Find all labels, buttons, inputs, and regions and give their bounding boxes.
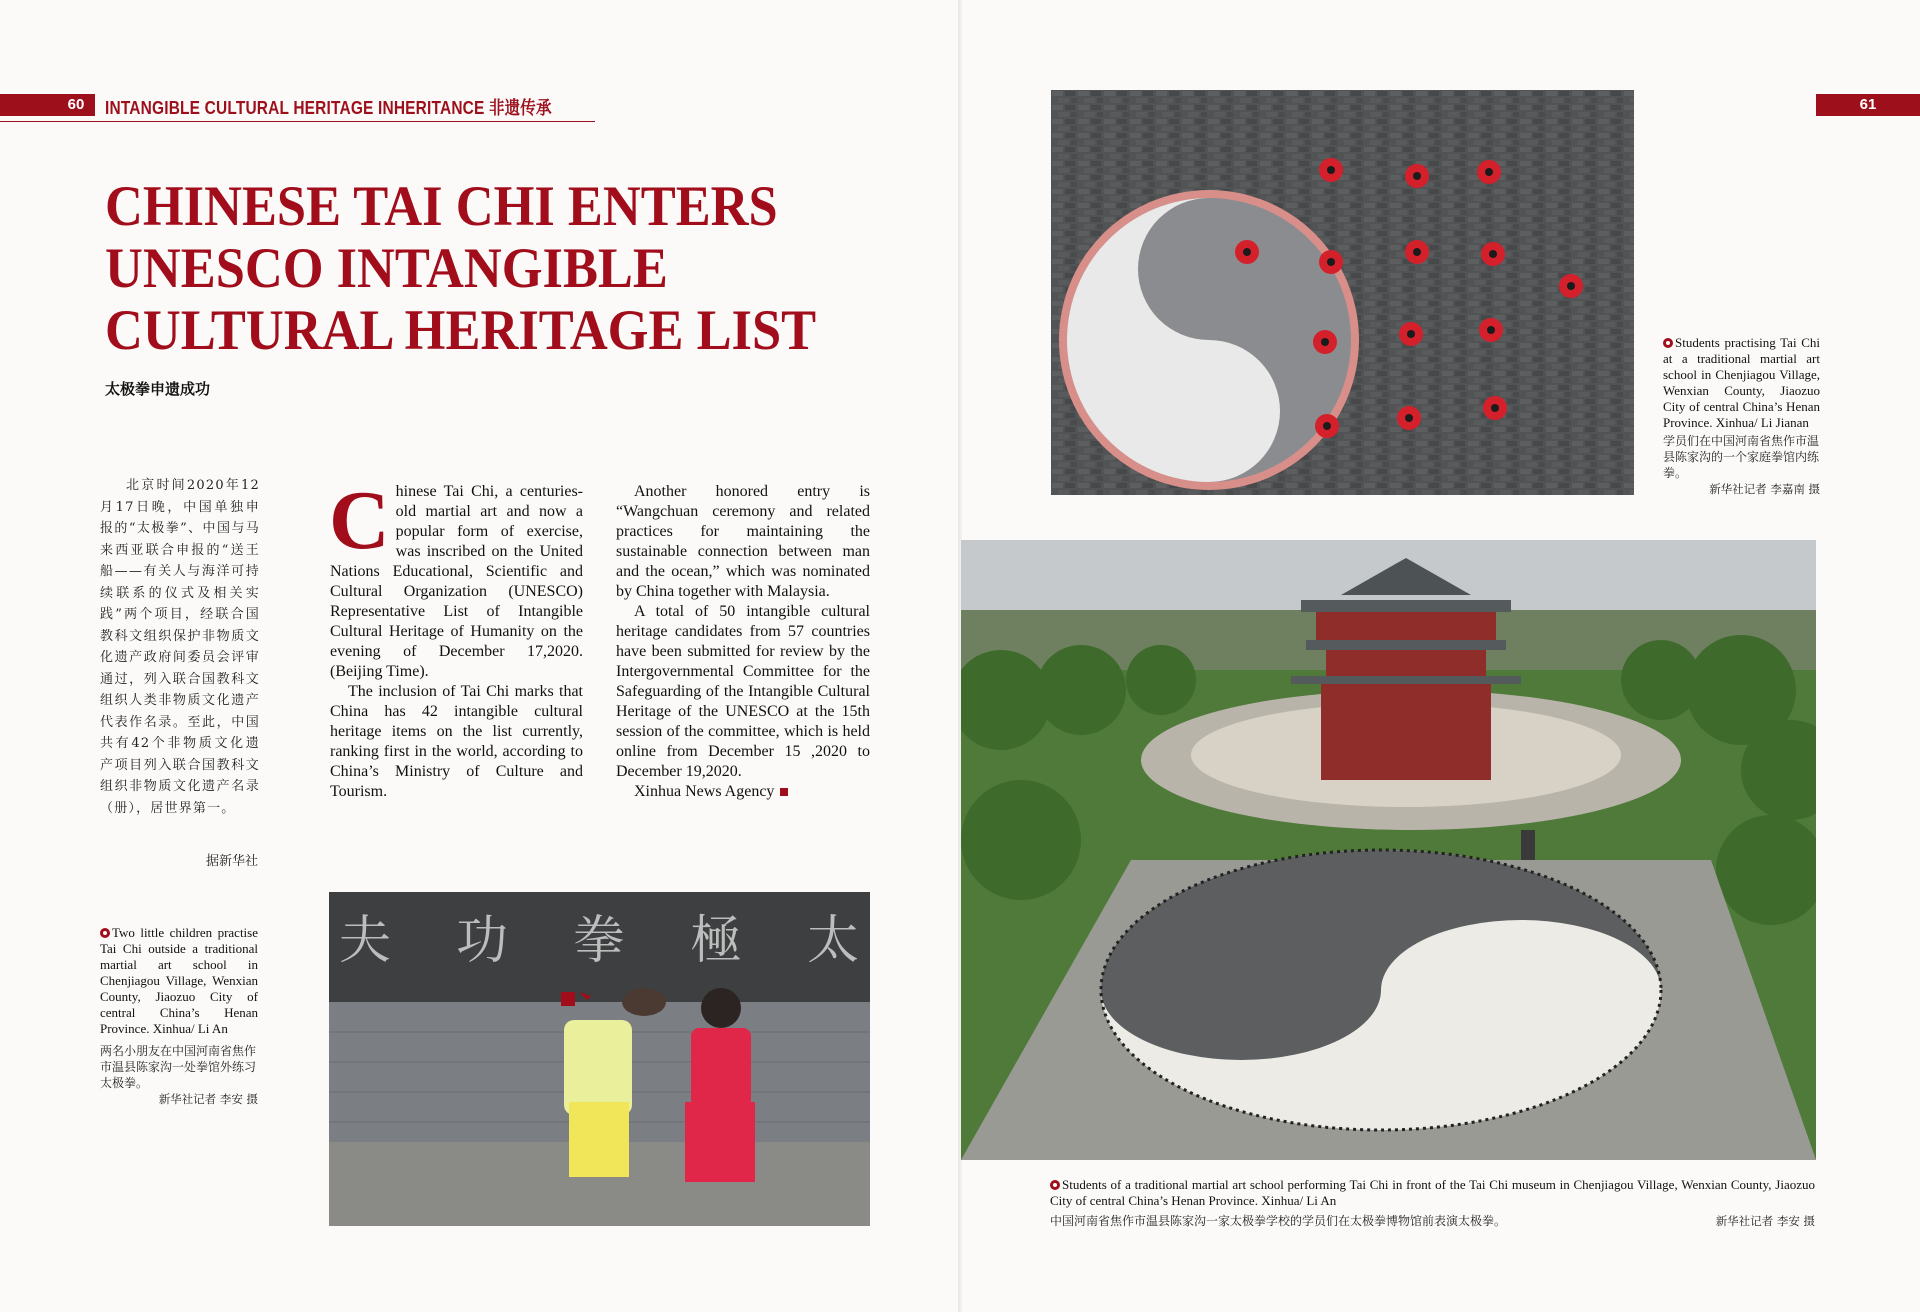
photo-taichi-museum xyxy=(961,540,1816,1160)
inscription-char: 功 xyxy=(455,911,508,971)
caption-bullet-icon xyxy=(1050,1180,1060,1190)
photo-children-taichi xyxy=(329,892,870,1226)
caption-museum-credit: 新华社记者 李安 摄 xyxy=(1715,1214,1815,1228)
paragraph: The inclusion of Tai Chi marks that China has 42 intangible cultural heritage items on the list currently, ranking first in the world, according to China’s Ministry of Culture and Tourism. xyxy=(330,683,583,800)
chinese-source: 据新华社 xyxy=(205,854,258,869)
caption-children-credit: 新华社记者 李安 摄 xyxy=(158,1092,258,1106)
end-mark-icon xyxy=(780,788,788,796)
section-title: INTANGIBLE CULTURAL HERITAGE INHERITANCE 非遗传承 xyxy=(105,98,552,118)
caption-museum-cn: 中国河南省焦作市温县陈家沟一家太极拳学校的学员们在太极拳博物馆前表演太极拳。 xyxy=(1050,1214,1507,1228)
inscription-char: 極 xyxy=(689,911,742,971)
article-title xyxy=(105,176,859,362)
wall-inscription xyxy=(339,898,859,973)
caption-text: Two little children practise Tai Chi outside a traditional martial art school in Chenjiagou Village, Wenxian County, Jiaozuo City of central China’s Henan Province. Xinhua/ Li An xyxy=(100,925,258,1036)
inscription-char: 夫 xyxy=(339,911,392,971)
paragraph xyxy=(329,474,583,682)
caption-children-cn: 两名小朋友在中国河南省焦作市温县陈家沟一处拳馆外练习太极拳。 xyxy=(100,1044,257,1090)
agency-line xyxy=(616,782,870,802)
left-page-number: 60 xyxy=(67,96,85,113)
photo-aerial-students xyxy=(1051,90,1634,495)
caption-aerial-en xyxy=(1663,335,1820,431)
caption-bullet-icon xyxy=(100,928,110,938)
body-column-1 xyxy=(329,474,583,802)
paragraph: Another honored entry is “Wangchuan ceremony and related practices for maintaining the sustainable connection between man and the ocean,” which was nominated by China together with Malaysia. xyxy=(616,483,870,600)
aerial-illustration xyxy=(1051,90,1634,495)
right-page-number: 61 xyxy=(1816,94,1920,116)
body-column-2 xyxy=(616,482,870,802)
header-rule-left xyxy=(0,121,595,122)
agency-name: Xinhua News Agency xyxy=(634,783,775,800)
caption-aerial-credit: 新华社记者 李嘉南 摄 xyxy=(1709,482,1820,496)
inscription-char: 拳 xyxy=(572,911,625,971)
caption-bullet-icon xyxy=(1663,338,1673,348)
caption-aerial-cn: 学员们在中国河南省焦作市温县陈家沟的一个家庭拳馆内练拳。 xyxy=(1663,434,1820,480)
title-line: CULTURAL HERITAGE LIST xyxy=(105,299,817,362)
caption-children-en xyxy=(100,925,258,1037)
caption-museum-en xyxy=(1050,1177,1815,1209)
article-subtitle-cn: 太极拳申遗成功 xyxy=(105,380,211,398)
caption-text: Students of a traditional martial art school performing Tai Chi in front of the Tai Chi museum in Chenjiagou Village, Wenxian County, Jiaozuo City of central China’s Henan Province. Xinhua/ Li An xyxy=(1050,1177,1815,1208)
chinese-summary: 北京时间2020年12月17日晚，中国单独申报的“太极拳”、中国与马来西亚联合申报的“送王船——有关人与海洋可持续联系的仪式及相关实践”两个项目，经联合国教科文组织保护非物质文化遗产政府间委员会评审通过，列入联合国教科文组织人类非物质文化遗产代表作名录。至此，中国共有42个非物质文化遗产项目列入联合国教科文组织非物质文化遗产名录（册），居世界第一。 xyxy=(100,478,260,816)
paragraph: A total of 50 intangible cultural heritage candidates from 57 countries have been submitted for review by the Intergovernmental Committee for the Safeguarding of the Intangible Cultural Heritage of the UNESCO at the 15th session of the committee, which is held online from December 15 ,2020 to December 19,2020. xyxy=(616,603,870,780)
paragraph-text: hinese Tai Chi, a centuries-old martial art and now a popular form of exercise, was inscribed on the United Nations Educational, Scientific and Cultural Organization (UNESCO) Representative List of Intangible Cultural Heritage of Humanity on the evening of December 17,2020. (Beijing Time). xyxy=(330,483,583,680)
title-line: CHINESE TAI CHI ENTERS xyxy=(105,175,778,238)
title-line: UNESCO INTANGIBLE xyxy=(105,237,668,300)
dropcap: C xyxy=(329,474,390,567)
inscription-char: 太 xyxy=(806,911,859,971)
museum-illustration xyxy=(961,540,1816,1160)
caption-text: Students practising Tai Chi at a traditional martial art school in Chenjiagou Village, Wenxian County, Jiaozuo City of central China’s Henan Province. Xinhua/ Li Jianan xyxy=(1663,335,1820,430)
